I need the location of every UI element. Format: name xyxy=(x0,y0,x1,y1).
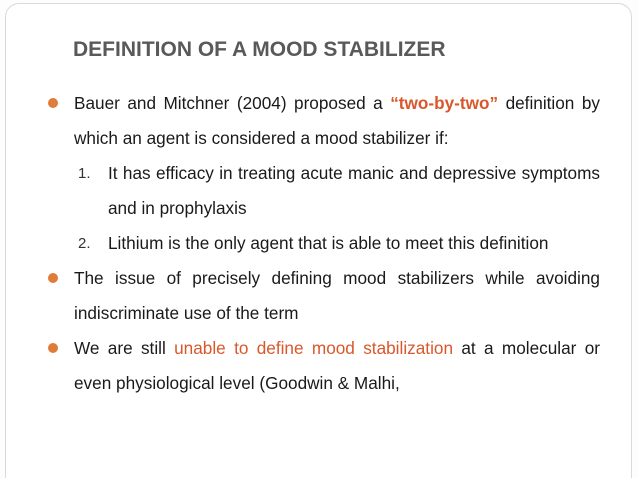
numbered-item-1 xyxy=(48,156,600,226)
slide-title: DEFINITION OF A MOOD STABILIZER xyxy=(73,38,446,61)
bullet-dot-icon xyxy=(48,273,58,283)
bullet-2-text: The issue of precisely defining mood stabilizers while avoiding indiscriminate use of the term xyxy=(74,268,600,323)
bullet-1-highlight: “two-by-two” xyxy=(390,93,499,113)
bullet-3-text-before: We are still xyxy=(74,338,175,358)
numbered-item-2-number: 2. xyxy=(78,235,91,252)
bullet-3-text-after: at a molecular or even physiological level (Goodwin & Malhi, xyxy=(74,338,600,393)
bullet-1-text-after: definition by which an agent is considered a mood stabilizer if: xyxy=(74,93,600,148)
bullet-item-2 xyxy=(48,261,600,331)
bullet-item-3 xyxy=(48,331,600,401)
bullet-3-highlight: unable to define mood stabilization xyxy=(174,338,454,358)
bullet-1-text-before: Bauer and Mitchner (2004) proposed a xyxy=(74,93,391,113)
numbered-item-2 xyxy=(48,226,600,261)
bullet-dot-icon xyxy=(48,98,58,108)
numbered-item-1-text: It has efficacy in treating acute manic and depressive symptoms and in prophylaxis xyxy=(108,163,600,218)
bullet-dot-icon xyxy=(48,343,58,353)
numbered-item-2-text: Lithium is the only agent that is able to meet this definition xyxy=(108,233,549,253)
bullet-item-1 xyxy=(48,86,600,156)
numbered-item-1-number: 1. xyxy=(78,165,91,182)
slide-body xyxy=(48,86,600,401)
